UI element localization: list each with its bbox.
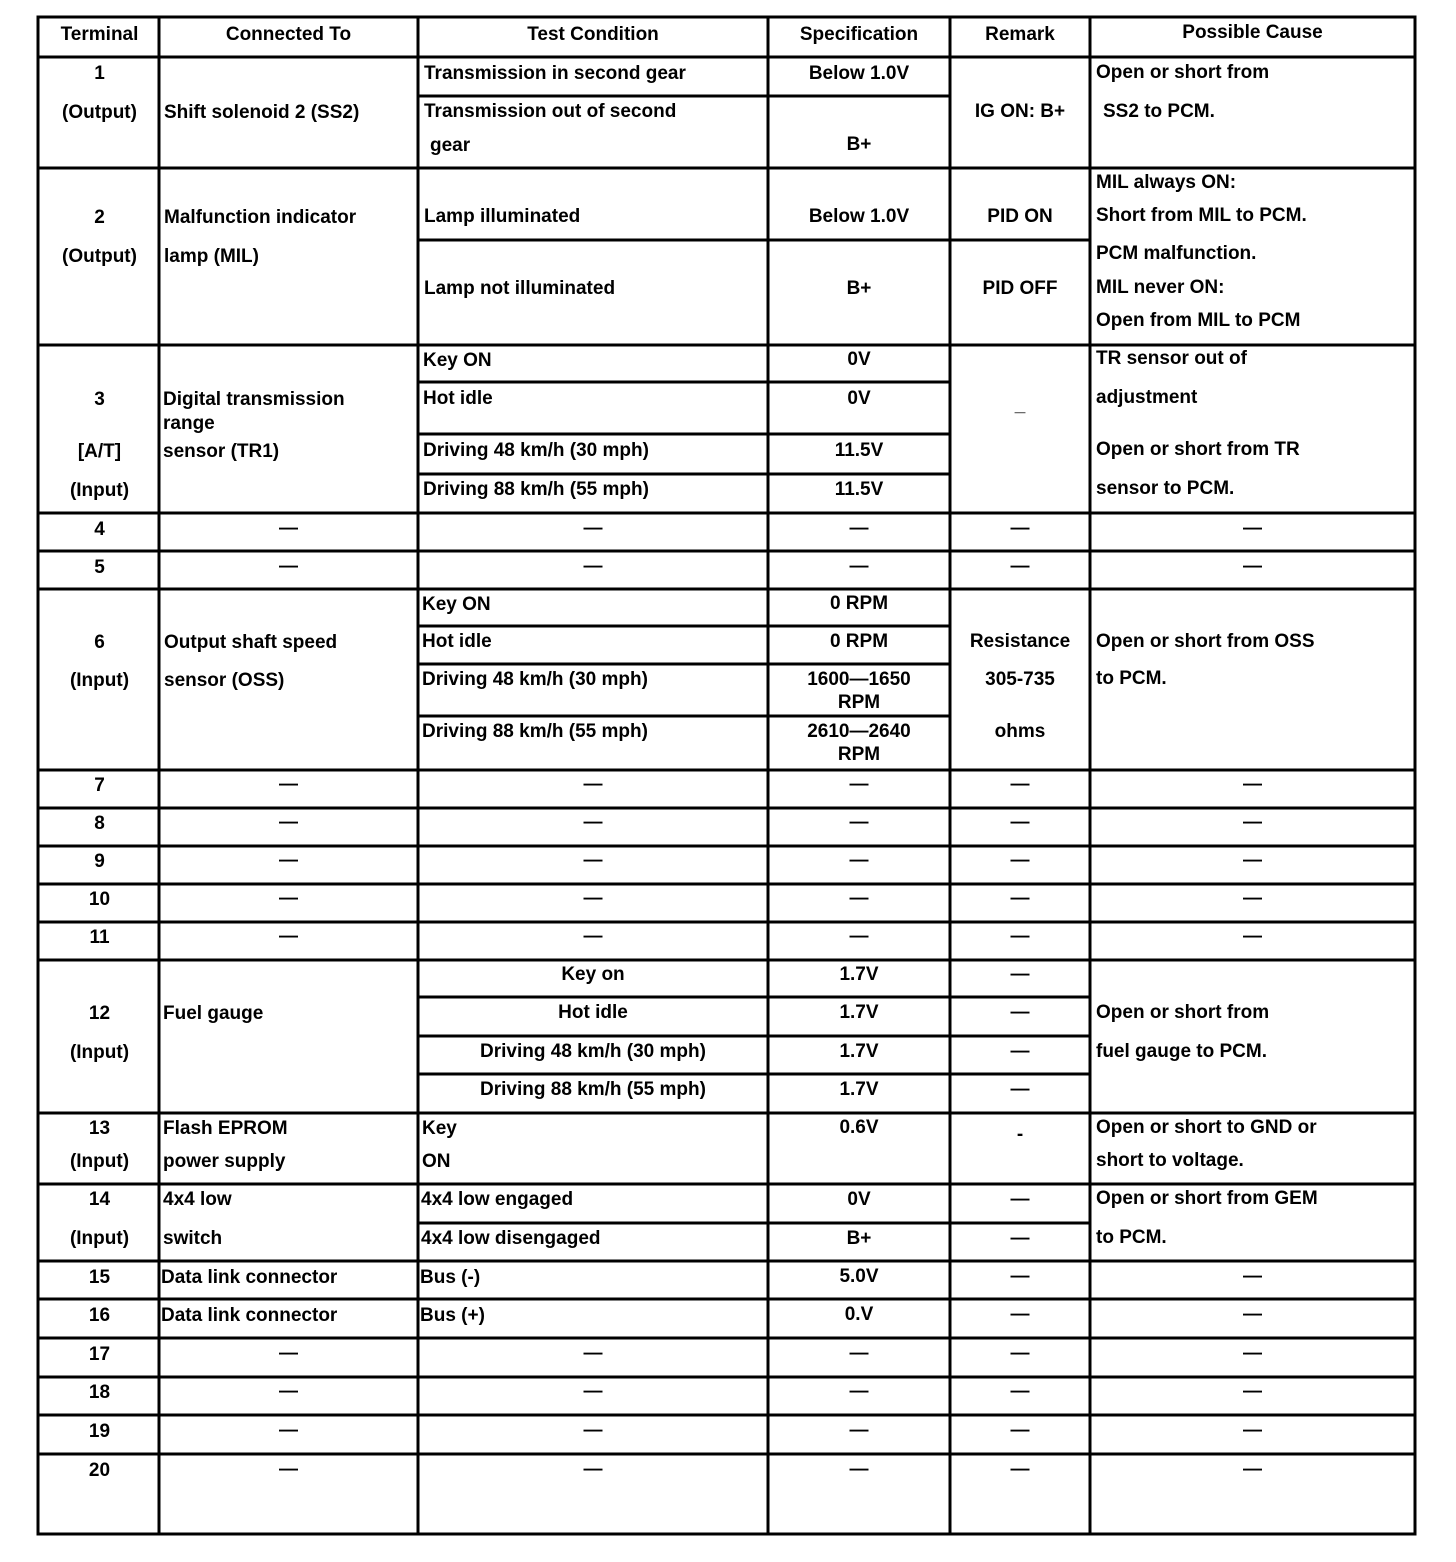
remark: 305-735 bbox=[985, 669, 1055, 690]
dash: — bbox=[1010, 518, 1030, 539]
dash: — bbox=[1243, 1266, 1262, 1287]
dash: — bbox=[279, 1381, 298, 1402]
specification: 0.V bbox=[844, 1304, 874, 1325]
possible-cause: short to voltage. bbox=[1096, 1150, 1244, 1171]
remark: Resistance bbox=[969, 631, 1071, 652]
test-condition: Hot idle bbox=[422, 631, 492, 652]
specification: RPM bbox=[837, 692, 881, 713]
terminal-io: (Input) bbox=[69, 480, 130, 501]
header-possible-cause: Possible Cause bbox=[1182, 22, 1323, 43]
specification: 1.7V bbox=[839, 1002, 879, 1023]
connected-to: power supply bbox=[163, 1151, 286, 1172]
possible-cause: Open or short to GND or bbox=[1096, 1117, 1317, 1138]
test-condition: Lamp not illuminated bbox=[424, 278, 616, 299]
dash: — bbox=[1010, 1189, 1030, 1210]
possible-cause: TR sensor out of bbox=[1096, 348, 1247, 369]
terminal-number: 7 bbox=[94, 775, 105, 796]
remark: PID OFF bbox=[982, 278, 1058, 299]
specification: 5.0V bbox=[839, 1266, 879, 1287]
dash: — bbox=[583, 888, 603, 909]
dash: — bbox=[1243, 850, 1262, 871]
specification: 0V bbox=[847, 349, 871, 370]
dash: — bbox=[1010, 1228, 1030, 1249]
terminal-number: 9 bbox=[94, 851, 105, 872]
terminal-number: 15 bbox=[88, 1267, 111, 1288]
dash: — bbox=[1243, 774, 1262, 795]
possible-cause: fuel gauge to PCM. bbox=[1096, 1041, 1267, 1062]
specification: 0 RPM bbox=[829, 593, 889, 614]
specification: 0V bbox=[847, 388, 871, 409]
dash: — bbox=[1243, 556, 1262, 577]
dash: — bbox=[849, 850, 869, 871]
specification: Below 1.0V bbox=[808, 206, 910, 227]
dash: — bbox=[1243, 518, 1262, 539]
dash: — bbox=[1010, 774, 1030, 795]
terminal-number: 13 bbox=[88, 1118, 111, 1139]
dash: — bbox=[849, 518, 869, 539]
dash: — bbox=[1010, 812, 1030, 833]
connected-to: Output shaft speed bbox=[164, 632, 338, 653]
dash: — bbox=[849, 1459, 869, 1480]
terminal-number: 6 bbox=[94, 632, 105, 653]
header-test-condition: Test Condition bbox=[527, 24, 659, 45]
dash: — bbox=[583, 1343, 603, 1364]
specification: B+ bbox=[846, 1228, 872, 1249]
specification: 0 RPM bbox=[829, 631, 889, 652]
dash: — bbox=[849, 556, 869, 577]
terminal-number: 8 bbox=[94, 813, 105, 834]
connected-to: Data link connector bbox=[161, 1267, 338, 1288]
dash: — bbox=[279, 850, 298, 871]
terminal-number: 4 bbox=[94, 519, 105, 540]
dash: — bbox=[279, 1459, 298, 1480]
possible-cause: Open or short from GEM bbox=[1096, 1188, 1318, 1209]
header-connected-to: Connected To bbox=[225, 24, 352, 45]
terminal-io: (Input) bbox=[69, 1228, 130, 1249]
specification: RPM bbox=[837, 744, 881, 765]
dash: — bbox=[1010, 850, 1030, 871]
dash: — bbox=[583, 518, 603, 539]
specification: 11.5V bbox=[834, 479, 884, 500]
possible-cause: adjustment bbox=[1096, 387, 1198, 408]
specification: 0V bbox=[847, 1189, 871, 1210]
test-condition: ON bbox=[422, 1151, 451, 1172]
connected-to: Malfunction indicator bbox=[164, 207, 357, 228]
possible-cause: Open or short from TR bbox=[1096, 439, 1300, 460]
specification: 11.5V bbox=[834, 440, 884, 461]
dash: — bbox=[1010, 1041, 1030, 1062]
terminal-io: (Input) bbox=[69, 1042, 130, 1063]
test-condition: Hot idle bbox=[423, 388, 493, 409]
dash: — bbox=[849, 1343, 869, 1364]
possible-cause: to PCM. bbox=[1096, 668, 1167, 689]
dash: — bbox=[849, 812, 869, 833]
remark: PID ON bbox=[987, 206, 1053, 227]
specification: 1.7V bbox=[839, 964, 879, 985]
dash: — bbox=[583, 1381, 603, 1402]
dash: — bbox=[583, 774, 603, 795]
terminal-io: (Input) bbox=[69, 670, 130, 691]
terminal-number: 18 bbox=[88, 1382, 111, 1403]
test-condition: Bus (+) bbox=[420, 1305, 485, 1326]
test-condition: Hot idle bbox=[558, 1002, 628, 1023]
test-condition: Driving 48 km/h (30 mph) bbox=[422, 669, 648, 690]
test-condition: Lamp illuminated bbox=[424, 206, 581, 227]
terminal-at: [A/T] bbox=[77, 441, 122, 462]
connected-to: Shift solenoid 2 (SS2) bbox=[164, 102, 360, 123]
test-condition: 4x4 low engaged bbox=[421, 1189, 574, 1210]
dash: — bbox=[1243, 1304, 1262, 1325]
terminal-number: 12 bbox=[88, 1003, 111, 1024]
possible-cause: sensor to PCM. bbox=[1096, 478, 1235, 499]
connected-to: lamp (MIL) bbox=[164, 246, 259, 267]
test-condition: Driving 48 km/h (30 mph) bbox=[423, 440, 649, 461]
dash: — bbox=[1243, 888, 1262, 909]
possible-cause: PCM malfunction. bbox=[1096, 243, 1257, 264]
dash: — bbox=[583, 556, 603, 577]
connected-to: 4x4 low bbox=[163, 1189, 232, 1210]
dash: — bbox=[1010, 1079, 1030, 1100]
terminal-io: (Output) bbox=[62, 102, 137, 123]
header-terminal: Terminal bbox=[60, 24, 139, 45]
header-remark: Remark bbox=[985, 24, 1055, 45]
specification: 1.7V bbox=[839, 1041, 879, 1062]
test-condition: 4x4 low disengaged bbox=[421, 1228, 601, 1249]
dash: — bbox=[1010, 1266, 1030, 1287]
connected-to: Data link connector bbox=[161, 1305, 338, 1326]
terminal-number: 17 bbox=[88, 1344, 111, 1365]
test-condition: Transmission in second gear bbox=[424, 63, 686, 84]
possible-cause: to PCM. bbox=[1096, 1227, 1167, 1248]
dash: — bbox=[1010, 1459, 1030, 1480]
connected-to: sensor (TR1) bbox=[163, 441, 280, 462]
remark: IG ON: B+ bbox=[974, 101, 1066, 122]
dash: — bbox=[1010, 888, 1030, 909]
possible-cause: Open or short from bbox=[1096, 1002, 1270, 1023]
terminal-number: 3 bbox=[94, 389, 105, 410]
connected-to: Flash EPROM bbox=[163, 1118, 288, 1139]
specification: 1.7V bbox=[839, 1079, 879, 1100]
terminal-number: 1 bbox=[94, 63, 105, 84]
test-condition: Driving 88 km/h (55 mph) bbox=[422, 721, 648, 742]
dash: — bbox=[849, 774, 869, 795]
remark: _ bbox=[1014, 395, 1026, 416]
remark: ohms bbox=[994, 721, 1046, 742]
dash: — bbox=[279, 812, 298, 833]
connected-to: range bbox=[163, 413, 215, 434]
dash: — bbox=[1010, 1343, 1030, 1364]
test-condition: Key ON bbox=[423, 350, 492, 371]
dash: — bbox=[849, 888, 869, 909]
dash: — bbox=[583, 812, 603, 833]
specification: 2610—2640 bbox=[807, 721, 911, 742]
test-condition: Key ON bbox=[422, 594, 491, 615]
specification: 1600—1650 bbox=[807, 669, 911, 690]
dash: — bbox=[1010, 926, 1030, 947]
dash: — bbox=[583, 850, 603, 871]
dash: — bbox=[1010, 964, 1030, 985]
terminal-number: 2 bbox=[94, 207, 105, 228]
possible-cause: MIL never ON: bbox=[1096, 277, 1225, 298]
possible-cause: SS2 to PCM. bbox=[1103, 101, 1215, 122]
dash: — bbox=[1010, 1381, 1030, 1402]
dash: — bbox=[849, 1381, 869, 1402]
header-specification: Specification bbox=[799, 24, 919, 45]
terminal-number: 14 bbox=[88, 1189, 111, 1210]
terminal-number: 16 bbox=[88, 1305, 111, 1326]
possible-cause: Open or short from OSS bbox=[1096, 631, 1315, 652]
specification: 0.6V bbox=[839, 1117, 879, 1138]
terminal-number: 19 bbox=[88, 1421, 111, 1442]
specification: B+ bbox=[846, 278, 872, 299]
connected-to: switch bbox=[163, 1228, 223, 1249]
test-condition: Driving 48 km/h (30 mph) bbox=[480, 1041, 706, 1062]
dash: — bbox=[279, 1343, 298, 1364]
dash: — bbox=[279, 774, 298, 795]
dash: — bbox=[1010, 556, 1030, 577]
dash: — bbox=[1243, 926, 1262, 947]
dash: — bbox=[583, 926, 603, 947]
connected-to: Digital transmission bbox=[163, 389, 345, 410]
dash: — bbox=[1243, 1343, 1262, 1364]
dash: — bbox=[849, 926, 869, 947]
dash: — bbox=[1243, 1381, 1262, 1402]
test-condition: Key bbox=[422, 1118, 457, 1139]
specification: Below 1.0V bbox=[808, 63, 910, 84]
dash: — bbox=[583, 1459, 603, 1480]
connected-to: Fuel gauge bbox=[163, 1003, 264, 1024]
test-condition: Key on bbox=[561, 964, 625, 985]
remark: - bbox=[1016, 1124, 1024, 1145]
dash: — bbox=[279, 518, 298, 539]
dash: — bbox=[1243, 1420, 1262, 1441]
test-condition: Driving 88 km/h (55 mph) bbox=[480, 1079, 706, 1100]
dash: — bbox=[1010, 1002, 1030, 1023]
dash: — bbox=[1010, 1420, 1030, 1441]
dash: — bbox=[279, 1420, 298, 1441]
dash: — bbox=[279, 926, 298, 947]
dash: — bbox=[1243, 1459, 1262, 1480]
terminal-number: 11 bbox=[89, 927, 110, 948]
test-condition: Transmission out of second bbox=[424, 101, 677, 122]
test-condition: gear bbox=[430, 135, 471, 156]
dash: — bbox=[1010, 1304, 1030, 1325]
dash: — bbox=[583, 1420, 603, 1441]
dash: — bbox=[1243, 812, 1262, 833]
terminal-number: 5 bbox=[94, 557, 105, 578]
test-condition: Bus (-) bbox=[420, 1267, 481, 1288]
dash: — bbox=[279, 888, 298, 909]
possible-cause: MIL always ON: bbox=[1096, 172, 1237, 193]
terminal-number: 10 bbox=[88, 889, 111, 910]
terminal-io: (Output) bbox=[62, 246, 137, 267]
dash: — bbox=[849, 1420, 869, 1441]
possible-cause: Open or short from bbox=[1096, 62, 1270, 83]
dash: — bbox=[279, 556, 298, 577]
connected-to: sensor (OSS) bbox=[164, 670, 285, 691]
test-condition: Driving 88 km/h (55 mph) bbox=[423, 479, 649, 500]
terminal-number: 20 bbox=[88, 1460, 111, 1481]
possible-cause: Open from MIL to PCM bbox=[1096, 310, 1301, 331]
possible-cause: Short from MIL to PCM. bbox=[1096, 205, 1307, 226]
terminal-io: (Input) bbox=[69, 1151, 130, 1172]
specification: B+ bbox=[846, 134, 872, 155]
